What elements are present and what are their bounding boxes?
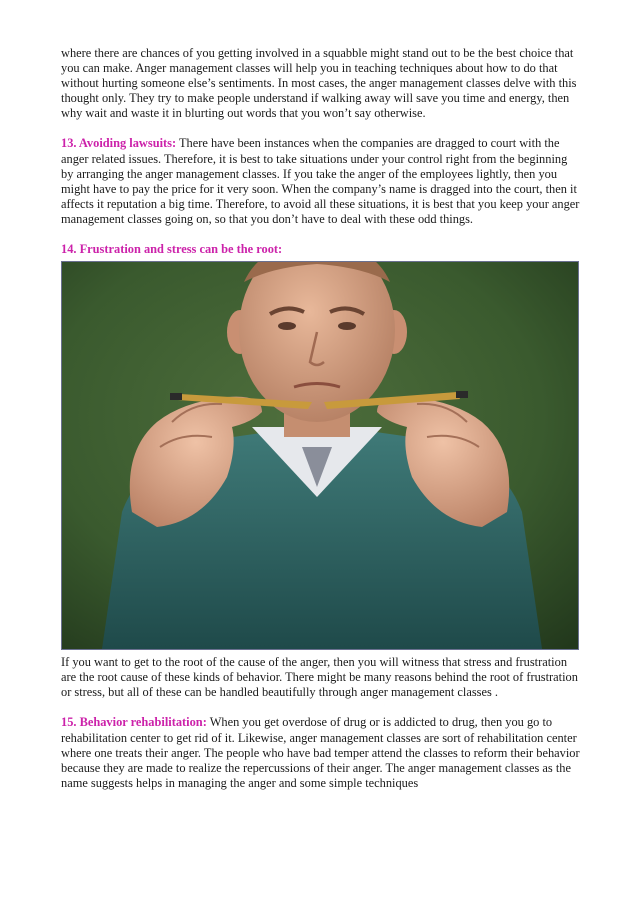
section-14-body: If you want to get to the root of the cause of the anger, then you will witness that stress and frustration are the root cause of these kinds of behavior. There might be many reasons behind the root of frustration or stress, but all of these can be handled beautifully through anger management classes . — [61, 655, 578, 700]
section-13-heading: 13. Avoiding lawsuits: — [61, 136, 177, 151]
document-page — [61, 46, 581, 791]
section-13-paragraph — [61, 136, 581, 227]
section-15-paragraph — [61, 715, 581, 790]
section-15-body: When you get overdose of drug or is addicted to drug, then you go to rehabilitation center to get rid of it. Likewise, anger management classes are sort of rehabilitation center where one treats their anger. The people who have bad temper attend the classes to reform their behavior because they are made to realize the repercussions of their anger. The anger management classes as the name suggests helps in managing the anger and some simple techniques — [61, 715, 580, 790]
photo-illustration — [62, 262, 578, 649]
intro-paragraph: where there are chances of you getting involved in a squabble might stand out to be the best choice that you can make. Anger management classes will help you in teaching techniques about how to do that without hurting someone else’s sentiments. In most cases, the anger management classes delve with this thought only. They try to make people understand if walking away will save you time and energy, then why wait and waste it in blurting out words that you won’t say otherwise. — [61, 46, 577, 121]
section-15-heading: 15. Behavior rehabilitation: — [61, 715, 207, 730]
man-breaking-pencil-photo — [61, 261, 579, 650]
section-13-body: There have been instances when the companies are dragged to court with the anger related issues. Therefore, it is best to take situations under your control right from the beginning by arranging the anger management classes. If you take the anger of the employees lightly, then you might have to pay the price for it very soon. When the company’s name is dragged into the court, then it affects it reputation a big time. Therefore, to avoid all these situations, it is best that you keep your anger management classes going on, so that you don’t have to deal with these odd things. — [61, 136, 580, 226]
section-14-heading: 14. Frustration and stress can be the root: — [61, 242, 283, 257]
section-14-paragraph — [61, 242, 581, 257]
